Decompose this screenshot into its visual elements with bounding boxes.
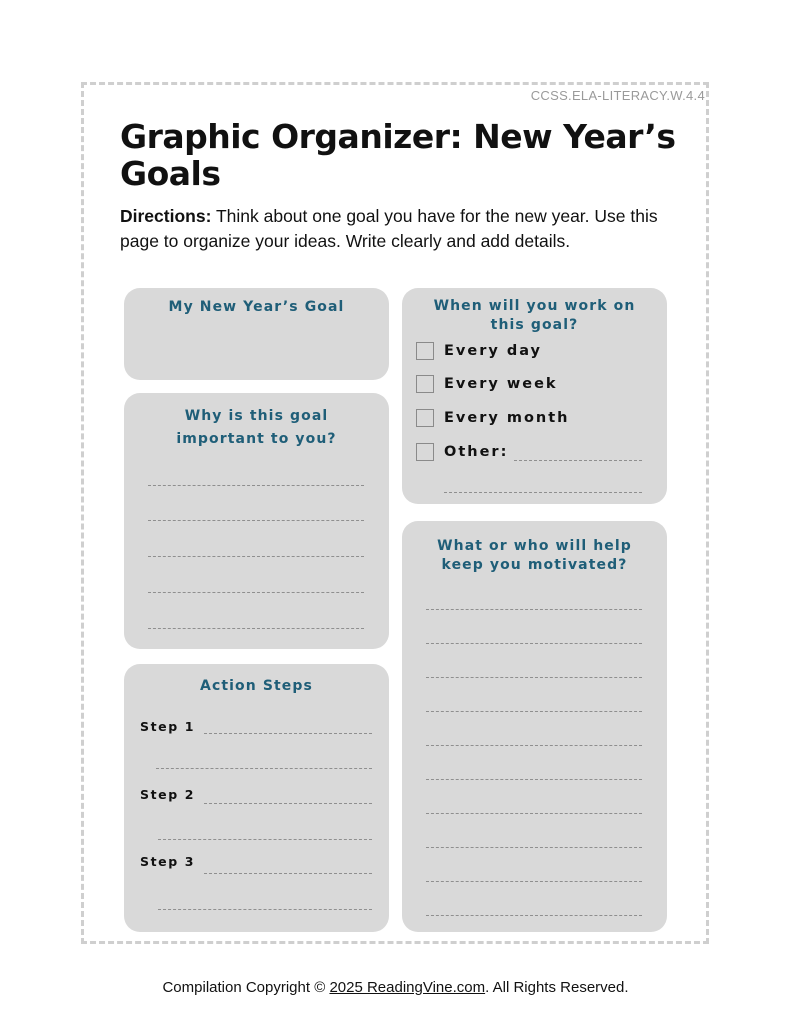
step-1-line[interactable]	[204, 733, 372, 734]
writing-line[interactable]	[148, 556, 364, 557]
step-3-label: Step 3	[140, 854, 196, 869]
writing-line[interactable]	[148, 592, 364, 593]
other-line-2[interactable]	[444, 492, 642, 493]
directions	[120, 204, 680, 254]
step-2-line[interactable]	[204, 803, 372, 804]
writing-line[interactable]	[426, 677, 642, 678]
footer-prefix: Compilation Copyright ©	[162, 979, 330, 996]
writing-line[interactable]	[426, 711, 642, 712]
other-line[interactable]	[514, 460, 642, 461]
writing-line[interactable]	[426, 881, 642, 882]
when-heading: When will you work on this goal?	[433, 298, 636, 333]
when-box	[402, 288, 667, 504]
checkbox-every-week[interactable]	[416, 375, 434, 393]
checkbox-other[interactable]	[416, 443, 434, 461]
page-title: Graphic Organizer: New Year’s Goals	[120, 117, 676, 193]
option-other-label: Other:	[444, 444, 509, 460]
option-every-week-label: Every week	[444, 376, 558, 392]
step-3-line-2[interactable]	[158, 909, 372, 910]
writing-line[interactable]	[426, 915, 642, 916]
action-steps-box	[124, 664, 389, 932]
motivation-box	[402, 521, 667, 932]
directions-label: Directions:	[120, 206, 212, 226]
step-1-label: Step 1	[140, 719, 196, 734]
site-link[interactable]: 2025 ReadingVine.com	[329, 979, 486, 996]
why-heading: Why is this goal important to you?	[176, 408, 337, 447]
checkbox-every-month[interactable]	[416, 409, 434, 427]
option-every-month[interactable]	[416, 408, 570, 428]
step-3-line[interactable]	[204, 873, 372, 874]
option-every-day-label: Every day	[444, 343, 543, 359]
standard-code: CCSS.ELA-LITERACY.W.4.4	[530, 88, 705, 103]
option-every-week[interactable]	[416, 374, 558, 394]
directions-text: Think about one goal you have for the new year. Use this page to organize your ideas. Write clearly and add details.	[120, 206, 658, 251]
goal-box[interactable]	[124, 288, 389, 380]
option-every-month-label: Every month	[444, 410, 570, 426]
step-2-label: Step 2	[140, 787, 196, 802]
writing-line[interactable]	[426, 745, 642, 746]
writing-line[interactable]	[426, 813, 642, 814]
writing-line[interactable]	[148, 520, 364, 521]
writing-line[interactable]	[426, 847, 642, 848]
writing-line[interactable]	[148, 628, 364, 629]
goal-heading: My New Year’s Goal	[168, 299, 345, 315]
copyright-footer	[0, 979, 791, 996]
writing-line[interactable]	[426, 609, 642, 610]
step-2-line-2[interactable]	[158, 839, 372, 840]
footer-suffix: . All Rights Reserved.	[485, 979, 629, 996]
action-steps-heading: Action Steps	[200, 678, 313, 694]
option-other[interactable]	[416, 442, 508, 462]
why-box	[124, 393, 389, 649]
option-every-day[interactable]	[416, 341, 542, 361]
writing-line[interactable]	[426, 779, 642, 780]
motivation-heading: What or who will help keep you motivated?	[437, 538, 632, 573]
checkbox-every-day[interactable]	[416, 342, 434, 360]
step-1-line-2[interactable]	[156, 768, 372, 769]
writing-line[interactable]	[148, 485, 364, 486]
writing-line[interactable]	[426, 643, 642, 644]
